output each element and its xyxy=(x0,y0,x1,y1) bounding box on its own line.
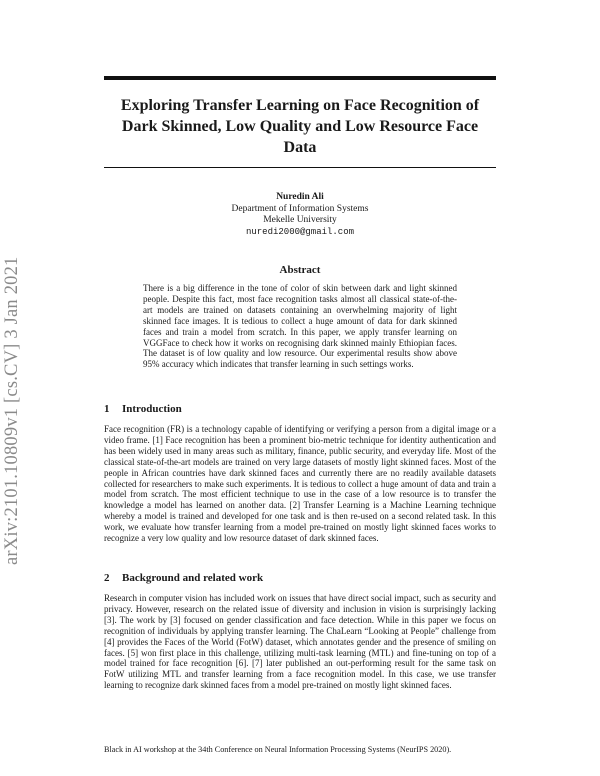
section-number: 1 xyxy=(104,403,110,415)
paper-title: Exploring Transfer Learning on Face Recognition of Dark Skinned, Low Quality and Low Resource Face Data xyxy=(120,97,480,156)
title-rule-top xyxy=(104,76,496,80)
abstract-text: There is a big difference in the tone of color of skin between dark and light skinned people. Despite this fact, most face recognition tasks almost all classical state-of-the-art models are trained on datasets containing an overwhelming majority of light skinned face images. It is tedious to collect a huge amount of data for dark skinned faces and train a model from scratch. In this paper, we apply transfer learning on VGGFace to check how it works on recognising dark skinned mainly Ethiopian faces. The dataset is of low quality and low resource. Our experimental results show above 95% accuracy which indicates that transfer learning in such settings works. xyxy=(143,283,457,370)
author-department: Department of Information Systems xyxy=(231,203,369,214)
author-email[interactable]: nuredi2000@gmail.com xyxy=(245,226,355,237)
introduction-paragraph: Face recognition (FR) is a technology capable of identifying or verifying a person from a digital image or a video frame. [1] Face recognition has been a prominent bio-metric technique for identity authentication and has been widely used in many areas such as military, finance, public security, and everyday life. Most of the classical state-of-the-art models are trained on very large datasets of mostly light skinned faces. Most of the people in African countries have dark skinned faces and currently there are no readily available datasets collected for researchers to make such experiments. It is tedious to collect a huge amount of data and train a model from scratch. The most efficient technique to use in the case of a low resource is to transfer the knowledge a model has learned on another data. [2] Transfer Learning is a Machine Learning technique whereby a model is trained and developed for one task and is then re-used on a second related task. In this work, we evaluate how transfer learning from a model pre-trained on mostly light skinned faces works to recognize a very low quality and low resource dataset of dark skinned faces. xyxy=(104,424,496,544)
section-heading-introduction xyxy=(104,403,496,415)
arxiv-identifier: arXiv:2101.10809v1 [cs.CV] 3 Jan 2021 xyxy=(2,256,22,565)
author-name: Nuredin Ali xyxy=(276,192,324,202)
section-title: Introduction xyxy=(122,403,182,415)
author-university: Mekelle University xyxy=(263,215,337,225)
section-number: 2 xyxy=(104,572,110,584)
title-rule-bottom xyxy=(104,167,496,168)
abstract-heading: Abstract xyxy=(279,264,321,276)
section-heading-background xyxy=(104,572,496,584)
author-block xyxy=(104,192,496,238)
footnote: Black in AI workshop at the 34th Conference on Neural Information Processing Systems (NeurIPS 2020). xyxy=(104,745,452,754)
section-title: Background and related work xyxy=(122,572,264,584)
background-paragraph: Research in computer vision has included work on issues that have direct social impact, such as security and privacy. However, research on the related issue of diversity and inclusion in vision is surprisingly lacking [3]. The work by [3] focused on gender classification and face detection. While in this paper we focus on recognition of individuals by applying transfer learning. The ChaLearn “Looking at People” challenge from [4] provides the Faces of the World (FotW) dataset, which annotates gender and the presence of smiling on faces. [5] won first place in this challenge, utilizing multi-task learning (MTL) and fine-tuning on top of a model trained for face recognition [6]. [7] later published an out-performing result for the same task on FotW utilizing MTL and transfer learning from a face recognition model. In this case, we use transfer learning to recognize dark skinned faces from a model pre-trained on mostly light skinned faces. xyxy=(104,593,496,691)
